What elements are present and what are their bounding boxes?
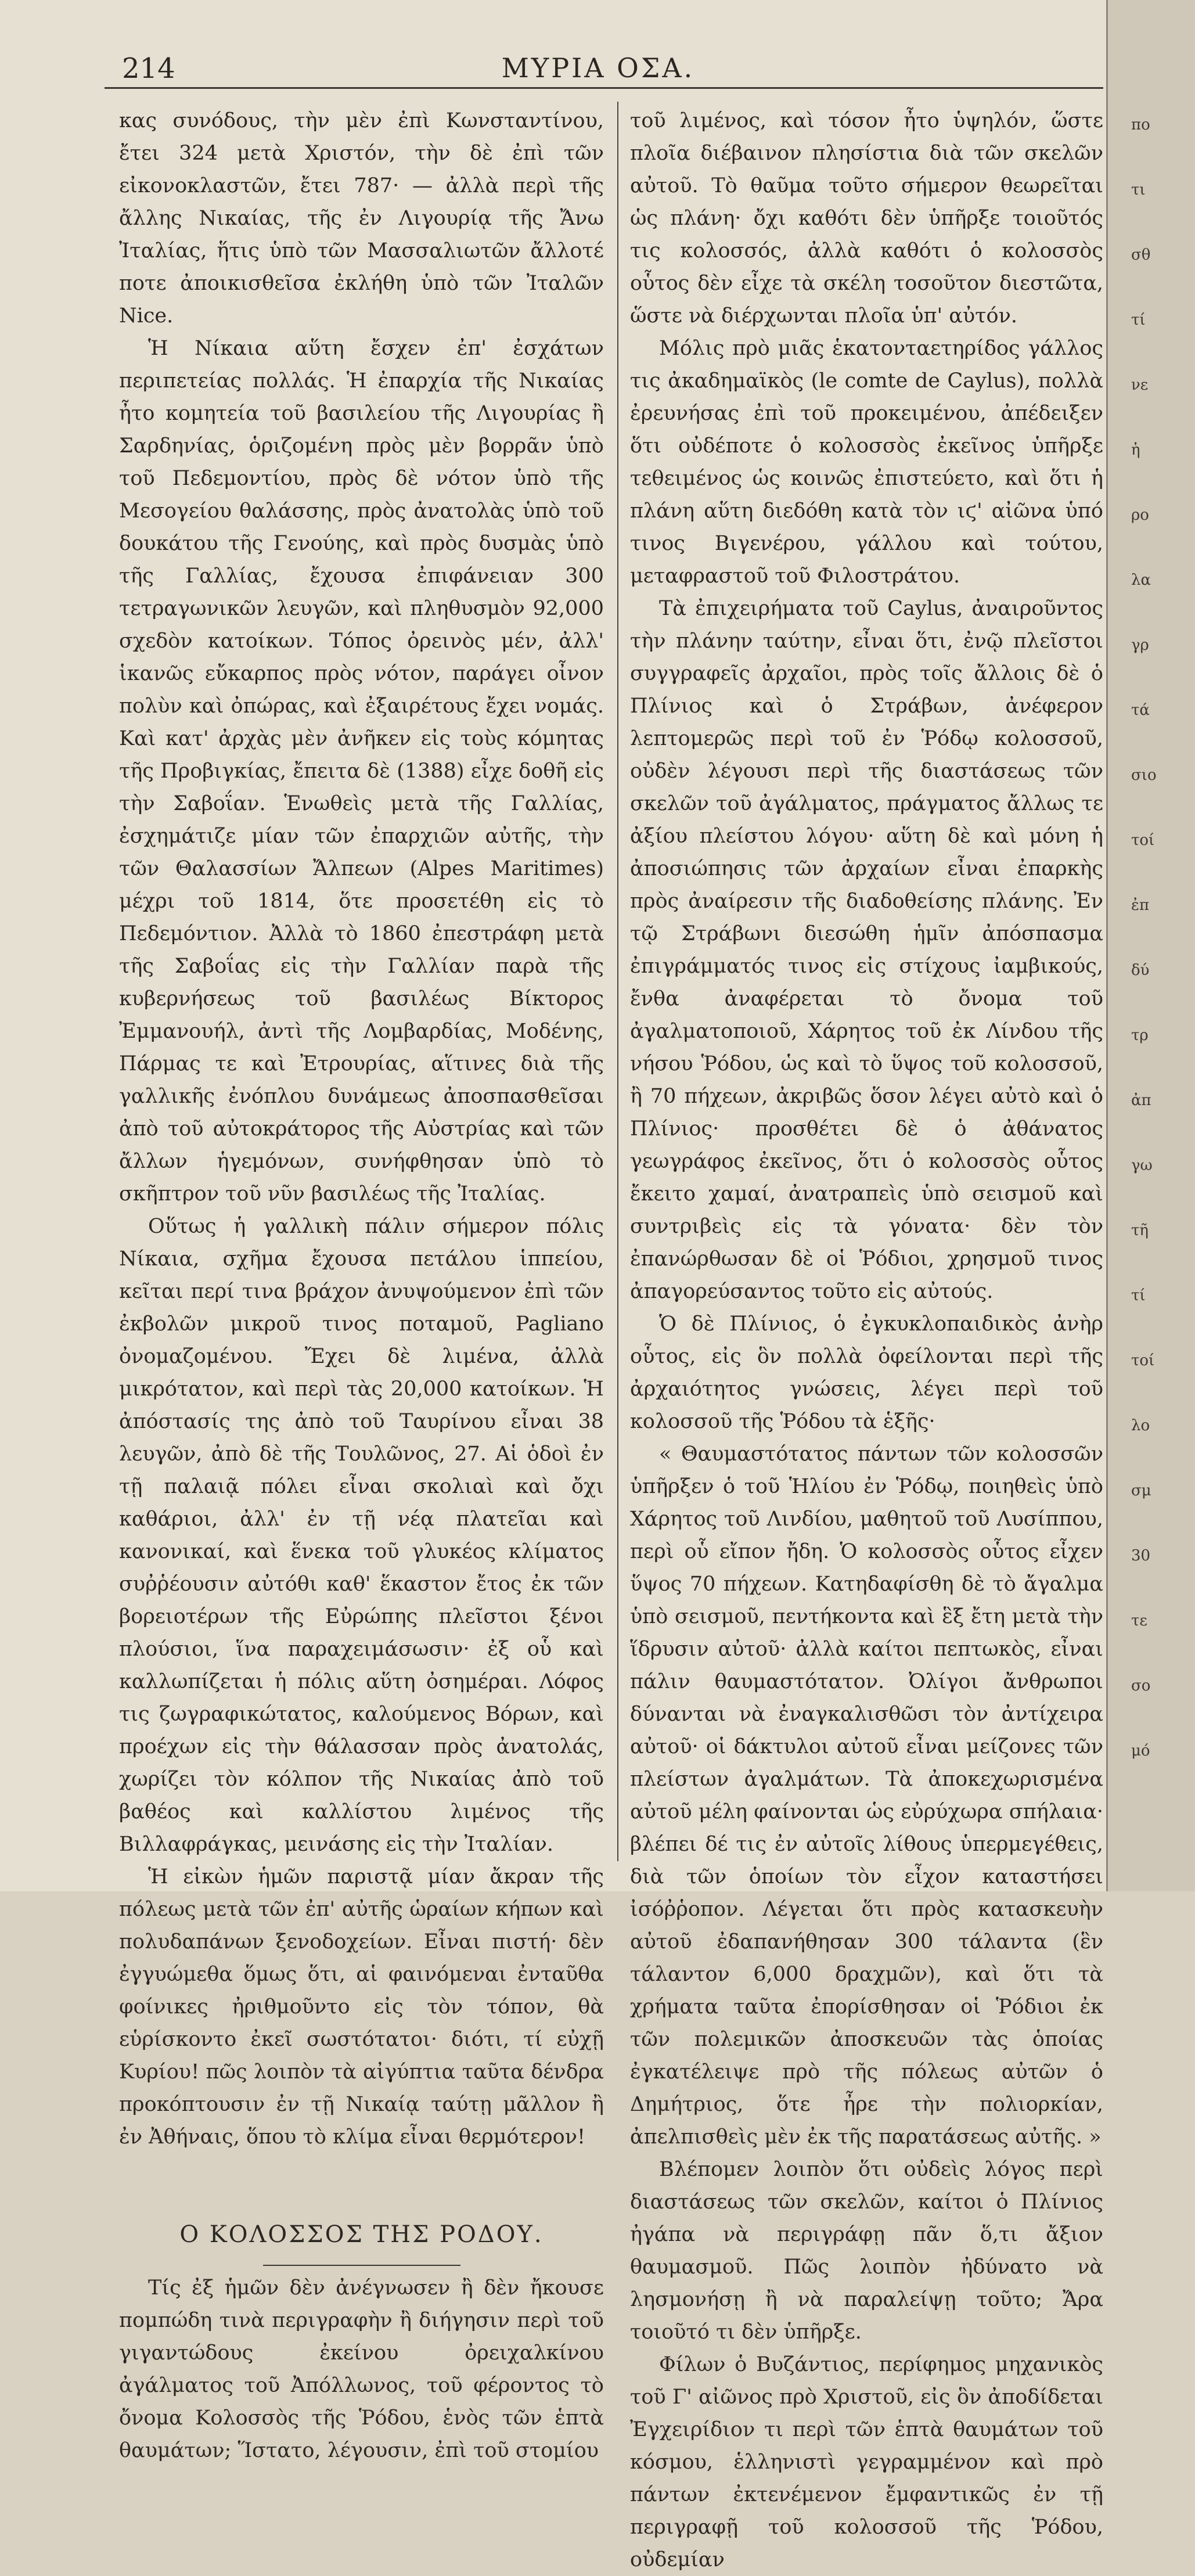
facing-page-fragment: γω [1131,1157,1153,1174]
section-title: Ο ΚΟΛΟΣΣΟΣ ΤΗΣ ΡΟΔΟΥ. [179,2221,543,2248]
facing-page-fragment: τί [1131,1287,1146,1304]
facing-page-fragment: ἐπ [1131,897,1150,914]
facing-page-fragment: τῆ [1131,1222,1149,1239]
running-title: ΜΥΡΙΑ ΟΣΑ. [501,52,695,84]
paragraph: Οὕτως ἡ γαλλικὴ πάλιν σήμερον πόλις Νίκαια, σχῆμα ἔχουσα πετάλου ἱππείου, κεῖται περί τινα βράχον ἀνυψούμενον ἐπὶ τῶν ἐκβολῶν μικροῦ τινος ποταμοῦ, Pagliano ὀνομαζομένου. Ἔχει δὲ λιμένα, ἀλλὰ μικρότατον, καὶ περὶ τὰς 20,000 κατοίκων. Ἡ ἀπόστασίς της ἀπὸ τοῦ Ταυρίνου εἶναι 38 λευγῶν, ἀπὸ δὲ τῆς Τουλῶνος, 27. Αἱ ὁδοὶ ἐν τῇ παλαιᾷ πόλει εἶναι σκολιαὶ καὶ ὄχι καθάριοι, ἀλλ' ἐν τῇ νέᾳ πλατεῖαι καὶ κανονικαί, καὶ ἕνεκα τοῦ γλυκέος κλίματος συῤῥέουσιν αὐτόθι καθ' ἕκαστον ἔτος ἐκ τῶν βορειοτέρων τῆς Εὐρώπης πλεῖστοι ξένοι πλούσιοι, ἵνα παραχειμάσωσιν· ἐξ οὗ καὶ καλλωπίζεται ἡ πόλις αὕτη ὀσημέραι. Λόφος τις ζωγραφικώτατος, καλούμενος Βόρων, καὶ προέχων εἰς τὴν θάλασσαν πρὸς ἀνατολάς, χωρίζει τὸν κόλπον τῆς Νικαίας ἀπὸ τοῦ βαθέος καὶ καλλίστου λιμένος τῆς Βιλλαφράγκας, μεινάσης εἰς τὴν Ἰταλίαν. [119,1215,604,1856]
facing-page-fragment: γρ [1131,636,1149,654]
paragraph: Τίς ἐξ ἡμῶν δὲν ἀνέγνωσεν ἢ δὲν ἤκουσε πομπώδη τινὰ περιγραφὴν ἢ διήγησιν περὶ τοῦ γιγαντώδους ἐκείνου ὀρειχαλκίνου ἀγάλματος τοῦ Ἀπόλλωνος, τοῦ φέροντος τὸ ὄνομα Κολοσσὸς τῆς Ῥόδου, ἑνὸς τῶν ἑπτὰ θαυμάτων; Ἵστατο, λέγουσιν, ἐπὶ τοῦ στομίου [119,2276,604,2462]
left-column [119,105,604,2462]
section-rule [263,2265,460,2266]
facing-page-fragment: τρ [1131,1027,1149,1044]
paragraph: Ὁ δὲ Πλίνιος, ὁ ἐγκυκλοπαιδικὸς ἀνὴρ οὗτος, εἰς ὃν πολλὰ ὀφείλονται περὶ τῆς ἀρχαιότητος γνώσεις, λέγει περὶ τοῦ κολοσσοῦ τῆς Ῥόδου τὰ ἑξῆς· [630,1312,1103,1433]
facing-page-fragment: σθ [1131,246,1151,264]
paragraph: Τὰ ἐπιχειρήματα τοῦ Caylus, ἀναιροῦντος τὴν πλάνην ταύτην, εἶναι ὅτι, ἐνῷ πλεῖστοι συγγραφεῖς ἀρχαῖοι, πρὸς τοῖς ἄλλοις δὲ ὁ Πλίνιος καὶ ὁ Στράβων, ἀνέφερον λεπτομερῶς περὶ τοῦ ἐν Ῥόδῳ κολοσσοῦ, οὐδὲν λέγουσι περὶ τῆς διαστάσεως τῶν σκελῶν τοῦ ἀγάλματος, πράγματος ἄλλως τε ἀξίου πλείστου λόγου· αὕτη δὲ καὶ μόνη ἡ ἀποσιώπησις τῶν ἀρχαίων εἶναι ἐπαρκὴς πρὸς ἀναίρεσιν τῆς διαδοθείσης πλάνης. Ἐν τῷ Στράβωνι διεσώθη ἡμῖν ἀπόσπασμα ἐπιγράμματός τινος εἰς στίχους ἰαμβικούς, ἔνθα ἀναφέρεται τὸ ὄνομα τοῦ ἀγαλματοποιοῦ, Χάρητος τοῦ ἐκ Λίνδου τῆς νήσου Ῥόδου, ὡς καὶ τὸ ὕψος τοῦ κολοσσοῦ, ἢ 70 πήχεων, ἀκριβῶς ὅσον λέγει αὐτὸ καὶ ὁ Πλίνιος· προσθέτει δὲ ὁ ἀθάνατος γεωγράφος ἐκεῖνος, ὅτι ὁ κολοσσὸς οὗτος ἔκειτο χαμαί, ἀνατραπεὶς ὑπὸ σεισμοῦ καὶ συντριβεὶς εἰς τὰ γόνατα· δὲν τὸν ἐπανώρθωσαν δὲ οἱ Ῥόδιοι, χρησμοῦ τινος ἀπαγορεύσαντος τοῦτο εἰς αὐτούς. [630,597,1103,1303]
facing-page-fragment: 30 [1131,1547,1151,1564]
facing-page-fragment: ἡ [1131,441,1140,459]
paragraph: Ἡ εἰκὼν ἡμῶν παριστᾷ μίαν ἄκραν τῆς πόλεως μετὰ τῶν ἐπ' αὐτῆς ὡραίων κήπων καὶ πολυδαπάνων ξενοδοχείων. Εἶναι πιστή· δὲν ἐγγυώμεθα ὅμως ὅτι, αἱ φαινόμεναι ἐνταῦθα φοίνικες ἠριθμοῦντο εἰς τὸν τόπον, θὰ εὑρίσκοντο ἐκεῖ σωστότατοι· διότι, τί εὐχῇ Κυρίου! πῶς λοιπὸν τὰ αἰγύπτια ταῦτα δένδρα προκόπτουσιν ἐν τῇ Νικαίᾳ ταύτῃ μᾶλλον ἢ ἐν Ἀθήναις, ὅπου τὸ κλίμα εἶναι θερμότερον! [119,1865,604,2149]
paragraph: Φίλων ὁ Βυζάντιος, περίφημος μηχανικὸς τοῦ Γ' αἰῶνος πρὸ Χριστοῦ, εἰς ὃν ἀποδίδεται Ἐγχειρίδιον τι περὶ τῶν ἑπτὰ θαυμάτων τοῦ κόσμου, ἑλληνιστὶ γεγραμμένον καὶ πρὸ πάντων ἐκτενέμενον ἔμφαντικῶς ἐν τῇ περιγραφῇ τοῦ κολοσσοῦ τῆς Ῥόδου, οὐδεμίαν [630,2353,1103,2571]
facing-page-fragment: ἀπ [1131,1092,1151,1109]
paragraph: « Θαυμαστότατος πάντων τῶν κολοσσῶν ὑπῆρξεν ὁ τοῦ Ἡλίου ἐν Ῥόδῳ, ποιηθεὶς ὑπὸ Χάρητος τοῦ Λινδίου, μαθητοῦ τοῦ Λυσίππου, περὶ οὗ εἴπον ἤδη. Ὁ κολοσσὸς οὗτος εἶχεν ὕψος 70 πήχεων. Κατηδαφίσθη δὲ τὸ ἄγαλμα ὑπὸ σεισμοῦ, πεντήκοντα καὶ ἓξ ἔτη μετὰ τὴν ἵδρυσιν αὐτοῦ· ἀλλὰ καίτοι πεπτωκὸς, εἶναι πάλιν θαυμαστότατον. Ὀλίγοι ἄνθρωποι δύνανται νὰ ἐναγκαλισθῶσι τὸν ἀντίχειρα αὐτοῦ· οἱ δάκτυλοι αὐτοῦ εἶναι μείζονες τῶν πλείστων ἀγαλμάτων. Τὰ ἀποκεχωρισμένα αὐτοῦ μέλη φαίνονται ὡς εὐρύχωρα σπήλαια· βλέπει δέ τις ἐν αὐτοῖς λίθους ὑπερμεγέθεις, διὰ τῶν ὁποίων τὸν εἶχον καταστήσει ἰσόῤῥοπον. Λέγεται ὅτι πρὸς κατασκευὴν αὐτοῦ ἐδαπανήθησαν 300 τάλαντα (ἓν τάλαντον 6,000 δραχμῶν), καὶ ὅτι τὰ χρήματα ταῦτα ἐπορίσθησαν οἱ Ῥόδιοι ἐκ τῶν πολεμικῶν ἀποσκευῶν τὰς ὁποίας ἐγκατέλειψε πρὸ τῆς πόλεως αὐτῶν ὁ Δημήτριος, ὅτε ἦρε τὴν πολιορκίαν, ἀπελπισθεὶς μὲν ἐκ τῆς παρατάσεως αὐτῆς. » [630,1442,1103,2149]
paragraph: κας συνόδους, τὴν μὲν ἐπὶ Κωνσταντίνου, ἔτει 324 μετὰ Χριστόν, τὴν δὲ ἐπὶ τῶν εἰκονοκλαστῶν, ἔτει 787· — ἀλλὰ περὶ τῆς ἄλλης Νικαίας, τῆς ἐν Λιγουρίᾳ τῆς Ἄνω Ἰταλίας, ἥτις ὑπὸ τῶν Μασσαλιωτῶν ἄλλοτέ ποτε ἀποικισθεῖσα ἐκλήθη ὑπὸ τῶν Ἰταλῶν Nice. [119,109,604,328]
facing-page-fragment: τά [1131,701,1150,719]
header-rule [105,87,1103,89]
column-divider [617,102,618,1861]
facing-page-fragment: πο [1131,116,1150,134]
facing-page-fragment: λο [1131,1417,1150,1434]
paragraph: Ἡ Νίκαια αὕτη ἔσχεν ἐπ' ἐσχάτων περιπετείας πολλάς. Ἡ ἐπαρχία τῆς Νικαίας ἦτο κομητεία τοῦ βασιλείου τῆς Λιγουρίας ἢ Σαρδηνίας, ὁριζομένη πρὸς μὲν βορρᾶν ὑπὸ τοῦ Πεδεμοντίου, πρὸς δὲ νότον ὑπὸ τῆς Μεσογείου θαλάσσης, πρὸς ἀνατολὰς ὑπὸ τοῦ δουκάτου τῆς Γενούης, καὶ πρὸς δυσμὰς ὑπὸ τῆς Γαλλίας, ἔχουσα ἐπιφάνειαν 300 τετραγωνικῶν λευγῶν, καὶ πληθυσμὸν 92,000 σχεδὸν κατοίκων. Τόπος ὀρεινὸς μέν, ἀλλ' ἱκανῶς εὔκαρπος πρὸς νότον, παράγει οἶνον πολὺν καὶ ὀπώρας, καὶ ἐξαιρέτους ἔχει νομάς. Καὶ κατ' ἀρχὰς μὲν ἀνῆκεν εἰς τοὺς κόμητας τῆς Προβιγκίας, ἔπειτα δὲ (1388) εἶχε δοθῆ εἰς τὴν Σαβοΐαν. Ἑνωθεὶς μετὰ τῆς Γαλλίας, ἐσχημάτιζε μίαν τῶν ἐπαρχιῶν αὐτῆς, τὴν τῶν Θαλασσίων Ἄλπεων (Alpes Maritimes) μέχρι τοῦ 1814, ὅτε προσετέθη εἰς τὸ Πεδεμόντιον. Ἀλλὰ τὸ 1860 ἐπεστράφη μετὰ τῆς Σαβοΐας εἰς τὴν Γαλλίαν παρὰ τῆς κυβερνήσεως τοῦ βασιλέως Βίκτορος Ἐμμανουήλ, ἀντὶ τῆς Λομβαρδίας, Μοδένης, Πάρμας τε καὶ Ἐτρουρίας, αἵτινες διὰ τῆς γαλλικῆς ἐνόπλου δυνάμεως ἀποσπασθεῖσαι ἀπὸ τοῦ αὐτοκράτορος τῆς Αὐστρίας καὶ τῶν ἄλλων ἡγεμόνων, συνήφθησαν ὑπὸ τὸ σκῆπτρον τοῦ νῦν βασιλέως τῆς Ἰταλίας. [119,337,604,1206]
facing-page-fragment: τε [1131,1612,1147,1629]
facing-page-fragment: τί [1131,311,1146,329]
facing-page-fragment: σμ [1131,1482,1151,1499]
facing-page-fragment: τοί [1131,1352,1155,1369]
facing-page-fragment: σο [1131,1677,1151,1694]
facing-page-fragment: δύ [1131,962,1150,979]
facing-page-fragment: λα [1131,571,1151,589]
facing-page-fragment: σιο [1131,767,1157,784]
facing-page-fragment: μό [1131,1742,1150,1760]
facing-page-fragment: νε [1131,376,1149,394]
paragraph: τοῦ λιμένος, καὶ τόσον ἦτο ὑψηλόν, ὥστε πλοῖα διέβαινον πλησίστια διὰ τῶν σκελῶν αὐτοῦ. Τὸ θαῦμα τοῦτο σήμερον θεωρεῖται ὡς πλάνη· ὄχι καθότι δὲν ὑπῆρξε τοιοῦτός τις κολοσσός, ἀλλὰ καθότι ὁ κολοσσὸς οὗτος δὲν εἶχε τὰ σκέλη τοσοῦτον διεστῶτα, ὥστε νὰ διέρχωνται πλοῖα ὑπ' αὐτόν. [630,109,1103,328]
page-number: 214 [122,52,175,85]
page-header [87,44,1109,84]
facing-page-fragment: τι [1131,181,1146,199]
facing-page-fragment: τοί [1131,832,1155,849]
facing-page-fragment: ρο [1131,506,1149,524]
paragraph: Μόλις πρὸ μιᾶς ἑκατονταετηρίδος γάλλος τις ἀκαδημαϊκὸς (le comte de Caylus), πολλὰ ἐρευνήσας ἐπὶ τοῦ προκειμένου, ἀπέδειξεν ὅτι οὐδέποτε ὁ κολοσσὸς ἐκεῖνος ὑπῆρξε τεθειμένος ὡς κοινῶς ἐπιστεύετο, καὶ ὅτι ἡ πλάνη αὕτη διεδόθη κατὰ τὸν ιϛ' αἰῶνα ὑπό τινος Βιγενέρου, γάλλου καὶ τούτου, μεταφραστοῦ τοῦ Φιλοστράτου. [630,337,1103,588]
paragraph: Βλέπομεν λοιπὸν ὅτι οὐδεὶς λόγος περὶ διαστάσεως τῶν σκελῶν, καίτοι ὁ Πλίνιος ἠγάπα νὰ περιγράφῃ πᾶν ὅ,τι ἄξιον θαυμασμοῦ. Πῶς λοιπὸν ἠδύνατο νὰ λησμονήσῃ ἢ νὰ παραλείψῃ τοῦτο; Ἄρα τοιοῦτό τι δὲν ὑπῆρξε. [630,2158,1103,2344]
right-column [630,105,1103,2571]
facing-page-edge [1106,0,1195,1891]
